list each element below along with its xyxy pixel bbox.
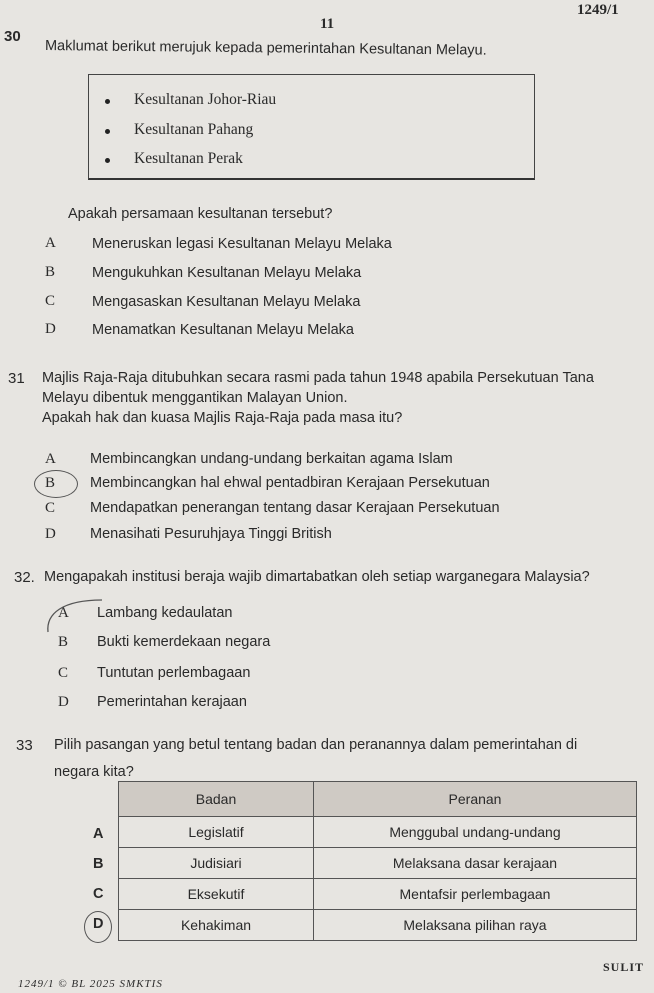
table-header-badan: Badan [119,782,314,817]
bullet-icon [105,129,110,134]
question-30-question: Apakah persamaan kesultanan tersebut? [68,206,333,222]
question-33-stem-line2: negara kita? [54,764,134,780]
bullet-icon [105,158,110,163]
q32-option-b-text: Bukti kemerdekaan negara [97,634,271,650]
question-31-number: 31 [8,370,25,387]
table-cell-badan: Legislatif [119,817,314,848]
q31-option-c-text: Mendapatkan penerangan tentang dasar Kerajaan Persekutuan [90,500,500,516]
table-row [119,879,637,910]
q30-option-b-text: Mengukuhkan Kesultanan Melayu Melaka [92,265,362,281]
table-cell-peranan: Menggubal undang-undang [314,817,637,848]
q33-option-d-letter[interactable]: D [93,916,104,932]
q30-option-c-letter[interactable]: C [45,293,56,309]
table-cell-peranan: Mentafsir perlembagaan [314,879,637,910]
table-header-peranan: Peranan [314,782,637,817]
question-30-stem: Maklumat berikut merujuk kepada pemerintahan Kesultanan Melayu. [44,38,487,59]
footer-sulit: SULIT [603,960,645,974]
question-32-stem: Mengapakah institusi beraja wajib dimartabatkan oleh setiap warganegara Malaysia? [44,569,590,585]
table-row [119,848,637,879]
q31-option-b-text: Membincangkan hal ehwal pentadbiran Kerajaan Persekutuan [90,475,490,491]
q31-option-a-letter[interactable]: A [45,451,56,467]
box-item-label: Kesultanan Perak [134,150,243,167]
question-32-number: 32. [14,569,35,586]
table-cell-peranan: Melaksana pilihan raya [314,910,637,941]
q30-option-d-text: Menamatkan Kesultanan Melayu Melaka [92,322,354,338]
q31-option-d-letter[interactable]: D [45,526,56,542]
table-header-row [119,782,637,817]
q33-option-b-letter[interactable]: B [93,856,104,872]
paper-code: 1249/1 [577,2,619,18]
q30-option-a-text: Meneruskan legasi Kesultanan Melayu Melaka [92,236,392,252]
question-33-table [118,781,637,941]
q32-option-d-text: Pemerintahan kerajaan [97,694,247,710]
box-item-label: Kesultanan Johor-Riau [134,91,277,108]
question-30-number: 30 [4,28,21,45]
q31-option-a-text: Membincangkan undang-undang berkaitan agama Islam [90,451,453,467]
table-cell-badan: Judisiari [119,848,314,879]
q33-option-a-letter[interactable]: A [93,826,104,842]
question-31-stem-line1: Majlis Raja-Raja ditubuhkan secara rasmi pada tahun 1948 apabila Persekutuan Tana [42,370,594,386]
answer-circle-mark [84,911,112,943]
q31-option-b-letter[interactable]: B [45,475,56,491]
q30-option-b-letter[interactable]: B [45,264,56,280]
question-31-question: Apakah hak dan kuasa Majlis Raja-Raja pada masa itu? [42,410,403,426]
question-33-number: 33 [16,737,33,754]
box-item-label: Kesultanan Pahang [134,121,254,138]
table-cell-badan: Kehakiman [119,910,314,941]
q32-option-c-letter[interactable]: C [58,665,69,681]
page-number: 11 [320,16,335,32]
q30-option-c-text: Mengasaskan Kesultanan Melayu Melaka [92,294,361,310]
q32-option-a-letter[interactable]: A [58,605,69,621]
answer-circle-mark [34,470,78,498]
q31-option-c-letter[interactable]: C [45,500,56,516]
table-cell-peranan: Melaksana dasar kerajaan [314,848,637,879]
table-row [119,817,637,848]
q32-option-b-letter[interactable]: B [58,634,69,650]
q32-option-a-text: Lambang kedaulatan [97,605,233,621]
footer-copyright: 1249/1 © BL 2025 SMKTIS [18,978,163,990]
q31-option-d-text: Menasihati Pesuruhjaya Tinggi British [90,526,332,542]
question-31-stem-line2: Melayu dibentuk menggantikan Malayan Union. [42,390,348,406]
q30-option-d-letter[interactable]: D [45,321,56,337]
question-30-info-box [88,74,535,180]
table-cell-badan: Eksekutif [119,879,314,910]
q33-option-c-letter[interactable]: C [93,886,104,902]
answer-tick-mark [40,592,110,638]
q30-option-a-letter[interactable]: A [45,235,56,251]
bullet-icon [105,99,110,104]
question-33-stem-line1: Pilih pasangan yang betul tentang badan dan peranannya dalam pemerintahan di [54,737,578,753]
q32-option-c-text: Tuntutan perlembagaan [97,665,251,681]
table-row [119,910,637,941]
q32-option-d-letter[interactable]: D [58,694,69,710]
